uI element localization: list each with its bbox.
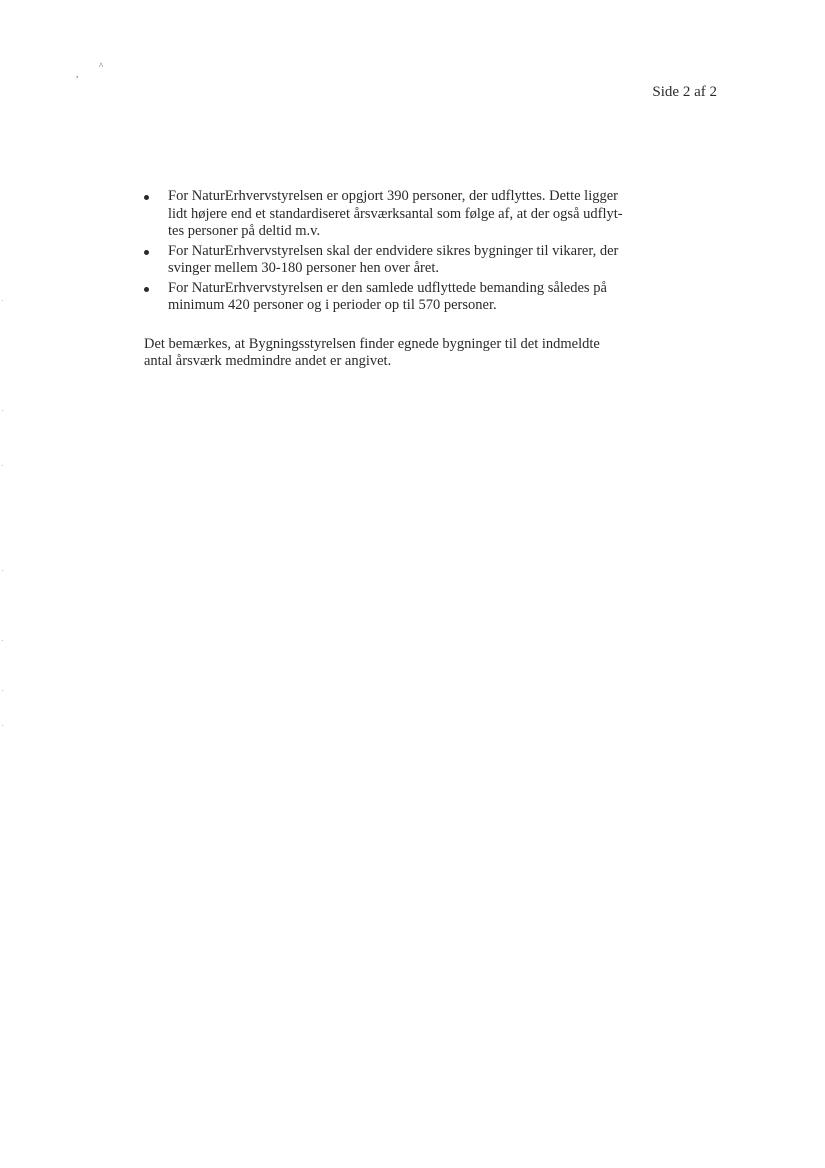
page-number: Side 2 af 2 <box>652 84 717 100</box>
note-paragraph <box>144 336 614 371</box>
scan-artifact-mark: , <box>76 69 79 79</box>
bullet-text-line: For NaturErhvervstyrelsen er opgjort 390 personer, der udflyttes. Dette ligger <box>168 188 618 204</box>
scan-edge-artifacts <box>2 300 6 750</box>
scan-dot <box>2 640 3 641</box>
bullet-text-line: For NaturErhvervstyrelsen skal der endvidere sikres bygninger til vikarer, der <box>168 242 619 259</box>
scan-dot <box>2 725 3 726</box>
bullet-icon <box>144 250 149 255</box>
document-body <box>144 188 644 385</box>
bullet-text-line: lidt højere end et standardiseret årsværksantal som følge af, at der også udflyt- <box>168 205 623 222</box>
bullet-icon <box>144 195 149 200</box>
bullet-icon <box>144 287 149 292</box>
bullet-text-line: minimum 420 personer og i perioder op til 570 personer. <box>168 297 497 313</box>
scan-dot <box>2 690 3 691</box>
bullet-text-line: For NaturErhvervstyrelsen er den samlede udflyttede bemanding således på <box>168 279 607 296</box>
scan-dot <box>2 300 3 301</box>
bullet-text-line: tes personer på deltid m.v. <box>168 223 321 239</box>
scan-dot <box>2 410 3 411</box>
note-text-line: antal årsværk medmindre andet er angivet. <box>144 353 392 369</box>
bullet-item <box>144 280 644 315</box>
scan-artifact-mark: ^ <box>99 61 104 71</box>
bullet-item <box>144 188 644 241</box>
bullet-text-line: svinger mellem 30-180 personer hen over året. <box>168 260 439 276</box>
note-text-line: Det bemærkes, at Bygningsstyrelsen finder egnede bygninger til det indmeldte <box>144 335 600 352</box>
scan-dot <box>2 570 3 571</box>
bullet-list <box>144 188 644 315</box>
bullet-item <box>144 243 644 278</box>
scan-dot <box>2 465 3 466</box>
